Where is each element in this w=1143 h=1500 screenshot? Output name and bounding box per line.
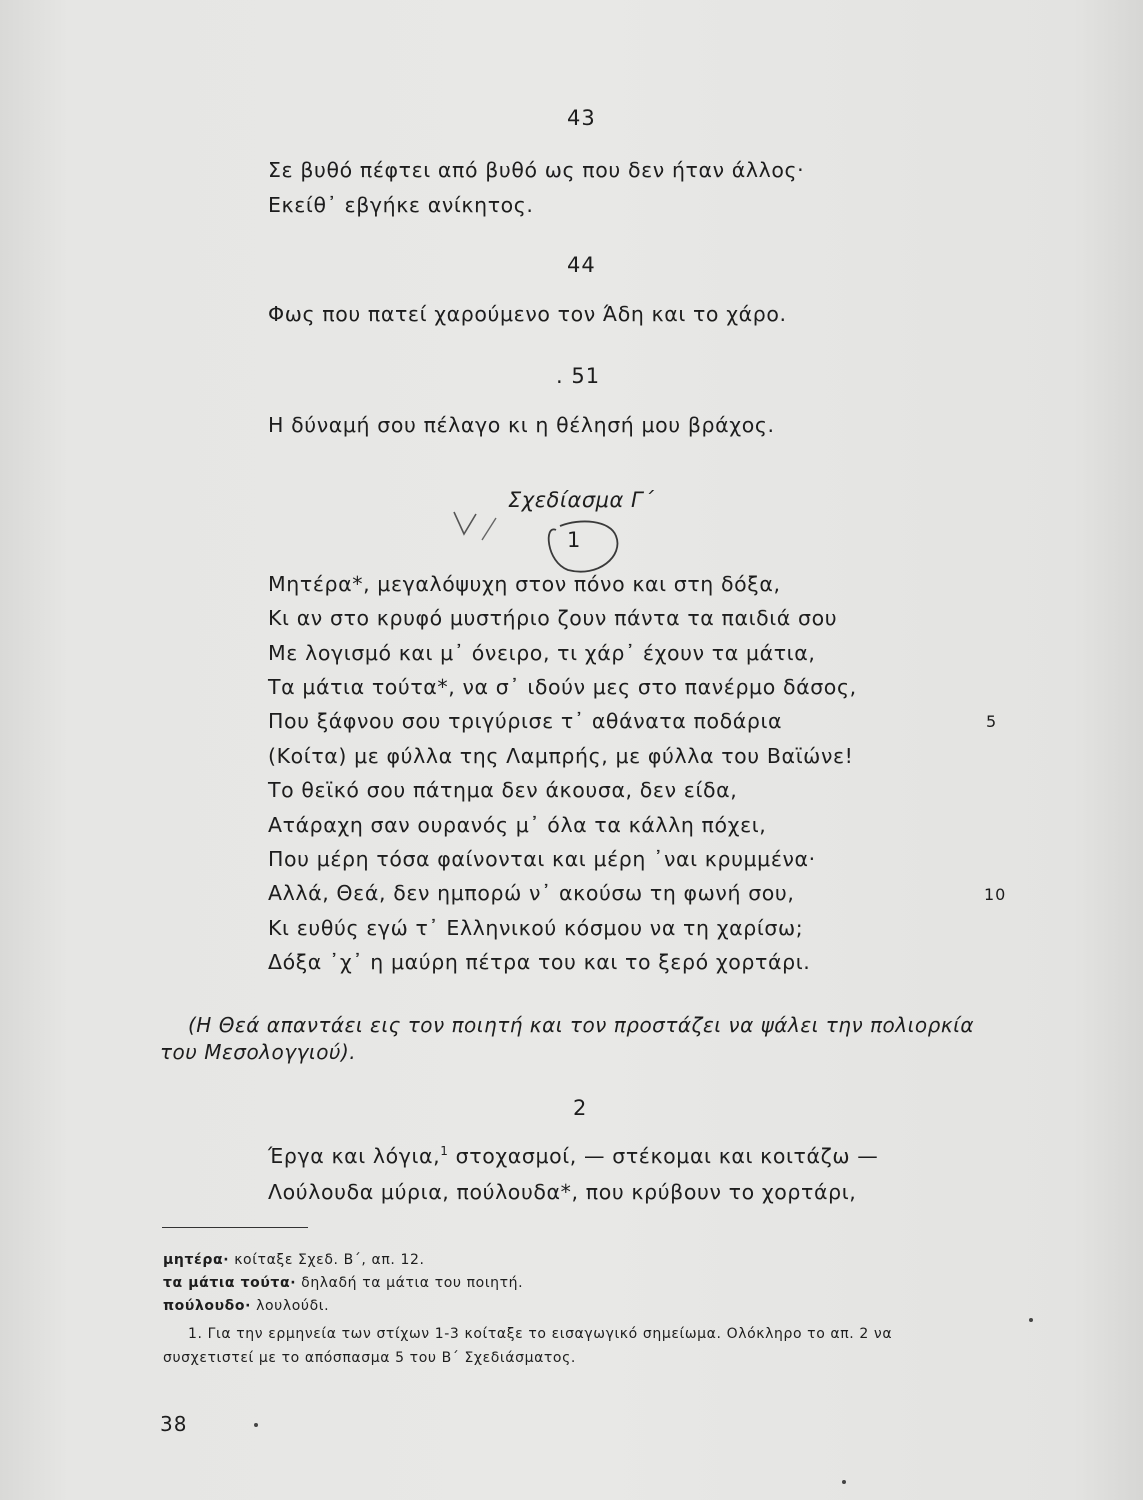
gloss-term: τα μάτια τούτα· xyxy=(163,1275,297,1291)
stage-direction: του Μεσολογγιού). xyxy=(160,1040,357,1064)
verse-fragment: Έργα και λόγια, xyxy=(268,1144,441,1168)
verse-line: Με λογισμό και μ᾽ όνειρο, τι χάρ᾽ έχουν τα μάτια, xyxy=(268,641,816,665)
fragment-number-43: 43 xyxy=(567,106,596,130)
verse-line: Τα μάτια τούτα*, να σ᾽ ιδούν μες στο πανέρμο δάσος, xyxy=(268,675,857,699)
gloss-note xyxy=(163,1298,329,1314)
verse-line: Αλλά, Θεά, δεν ημπορώ ν᾽ ακούσω τη φωνή σου, xyxy=(268,881,795,905)
footnote-1: 1. Για την ερμηνεία των στίχων 1-3 κοίταξε το εισαγωγικό σημείωμα. Ολόκληρο το απ. 2 να xyxy=(188,1326,893,1342)
verse-line: Λούλουδα μύρια, πούλουδα*, που κρύβουν το χορτάρι, xyxy=(268,1180,857,1204)
part-number-2: 2 xyxy=(573,1096,588,1120)
line-number-5: 5 xyxy=(986,712,998,731)
footnote-1-continued: συσχετιστεί με το απόσπασμα 5 του Β΄ Σχεδιάσματος. xyxy=(163,1350,576,1366)
verse-line: Σε βυθό πέφτει από βυθό ως που δεν ήταν άλλος· xyxy=(268,158,805,182)
speck xyxy=(1029,1318,1033,1322)
gloss-note xyxy=(163,1275,523,1291)
verse-fragment: στοχασμοί, — στέκομαι και κοιτάζω — xyxy=(448,1144,879,1168)
gloss-text: δηλαδή τα μάτια του ποιητή. xyxy=(296,1275,524,1291)
verse-line: Που μέρη τόσα φαίνονται και μέρη ᾽ναι κρυμμένα· xyxy=(268,847,816,871)
verse-line xyxy=(268,1144,878,1168)
fragment-number-44: 44 xyxy=(567,253,596,277)
fragment-number-51: . 51 xyxy=(556,364,601,388)
gloss-term: πούλουδο· xyxy=(163,1298,252,1314)
footnote-marker: 1 xyxy=(440,1144,449,1159)
verse-line: Που ξάφνου σου τριγύρισε τ᾽ αθάνατα ποδάρια xyxy=(268,709,783,733)
page-number: 38 xyxy=(160,1412,188,1436)
gloss-text: λουλούδι. xyxy=(251,1298,330,1314)
line-number-10: 10 xyxy=(984,885,1007,904)
part-number-1: 1 xyxy=(567,528,582,552)
stage-direction: (Η Θεά απαντάει εις τον ποιητή και τον προστάζει να ψάλει την πολιορκία xyxy=(188,1013,975,1037)
verse-line: Φως που πατεί χαρούμενο τον Άδη και το χάρο. xyxy=(268,302,787,326)
footnote-rule xyxy=(162,1227,308,1228)
verse-line: Ατάραχη σαν ουρανός μ᾽ όλα τα κάλλη πόχει, xyxy=(268,813,767,837)
sketch-title: Σχεδίασμα Γ΄ xyxy=(508,488,655,512)
gloss-term: μητέρα· xyxy=(163,1252,230,1268)
verse-line: Δόξα ᾽χ᾽ η μαύρη πέτρα του και το ξερό χορτάρι. xyxy=(268,950,811,974)
verse-line: Η δύναμή σου πέλαγο κι η θέλησή μου βράχος. xyxy=(268,413,775,437)
speck xyxy=(842,1480,846,1484)
verse-line: Εκείθ᾽ εβγήκε ανίκητος. xyxy=(268,193,534,217)
verse-line: (Κοίτα) με φύλλα της Λαμπρής, με φύλλα του Βαϊώνε! xyxy=(268,744,854,768)
gloss-note xyxy=(163,1252,425,1268)
verse-line: Το θεϊκό σου πάτημα δεν άκουσα, δεν είδα, xyxy=(268,778,738,802)
verse-line: Κι ευθύς εγώ τ᾽ Ελληνικού κόσμου να τη χαρίσω; xyxy=(268,916,804,940)
speck xyxy=(254,1423,258,1427)
gloss-text: κοίταξε Σχεδ. Β΄, απ. 12. xyxy=(229,1252,425,1268)
verse-line: Μητέρα*, μεγαλόψυχη στον πόνο και στη δόξα, xyxy=(268,572,781,596)
verse-line: Κι αν στο κρυφό μυστήριο ζουν πάντα τα παιδιά σου xyxy=(268,606,838,630)
